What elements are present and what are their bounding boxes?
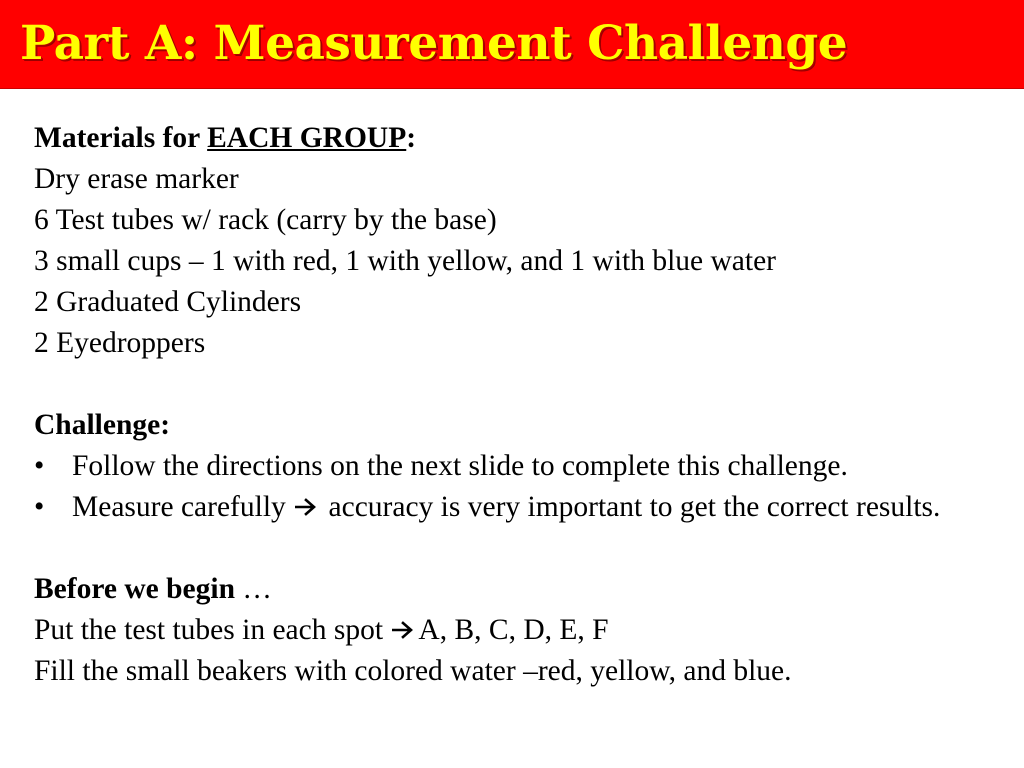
slide-title: Part A: Measurement Challenge bbox=[20, 16, 848, 71]
materials-item: Dry erase marker bbox=[34, 163, 239, 195]
title-bar bbox=[0, 0, 1024, 89]
challenge-bullet bbox=[34, 487, 994, 528]
right-arrow-icon bbox=[295, 497, 317, 517]
materials-item: 2 Eyedroppers bbox=[34, 327, 206, 359]
materials-item: 2 Graduated Cylinders bbox=[34, 286, 302, 318]
before-heading-bold: Before we begin bbox=[34, 573, 235, 605]
before-line-text-before: Put the test tubes in each spot bbox=[34, 614, 384, 646]
before-heading bbox=[34, 569, 994, 610]
slide-content bbox=[34, 118, 994, 692]
bullet-marker: • bbox=[34, 450, 45, 482]
before-line: Fill the small beakers with colored water –red, yellow, and blue. bbox=[34, 655, 792, 687]
materials-heading bbox=[34, 118, 994, 159]
materials-heading-emphasis: EACH GROUP bbox=[207, 122, 407, 154]
bullet-marker: • bbox=[34, 491, 45, 523]
challenge-heading: Challenge: bbox=[34, 409, 171, 441]
materials-item: 3 small cups – 1 with red, 1 with yellow, and 1 with blue water bbox=[34, 245, 777, 277]
before-line-text-after: A, B, C, D, E, F bbox=[418, 614, 609, 646]
challenge-bullet-text-before: Measure carefully bbox=[72, 491, 286, 523]
challenge-bullet-text-after: accuracy is very important to get the correct results. bbox=[328, 491, 941, 523]
right-arrow-icon bbox=[392, 620, 414, 640]
before-heading-rest: … bbox=[235, 573, 272, 605]
materials-heading-prefix: Materials for bbox=[34, 122, 208, 154]
materials-item: 6 Test tubes w/ rack (carry by the base) bbox=[34, 204, 497, 236]
before-line bbox=[34, 610, 994, 651]
challenge-bullet-text: Follow the directions on the next slide to complete this challenge. bbox=[72, 450, 848, 482]
materials-heading-suffix: : bbox=[406, 122, 417, 154]
spacer bbox=[34, 364, 994, 405]
challenge-bullet bbox=[34, 446, 994, 487]
spacer bbox=[34, 528, 994, 569]
